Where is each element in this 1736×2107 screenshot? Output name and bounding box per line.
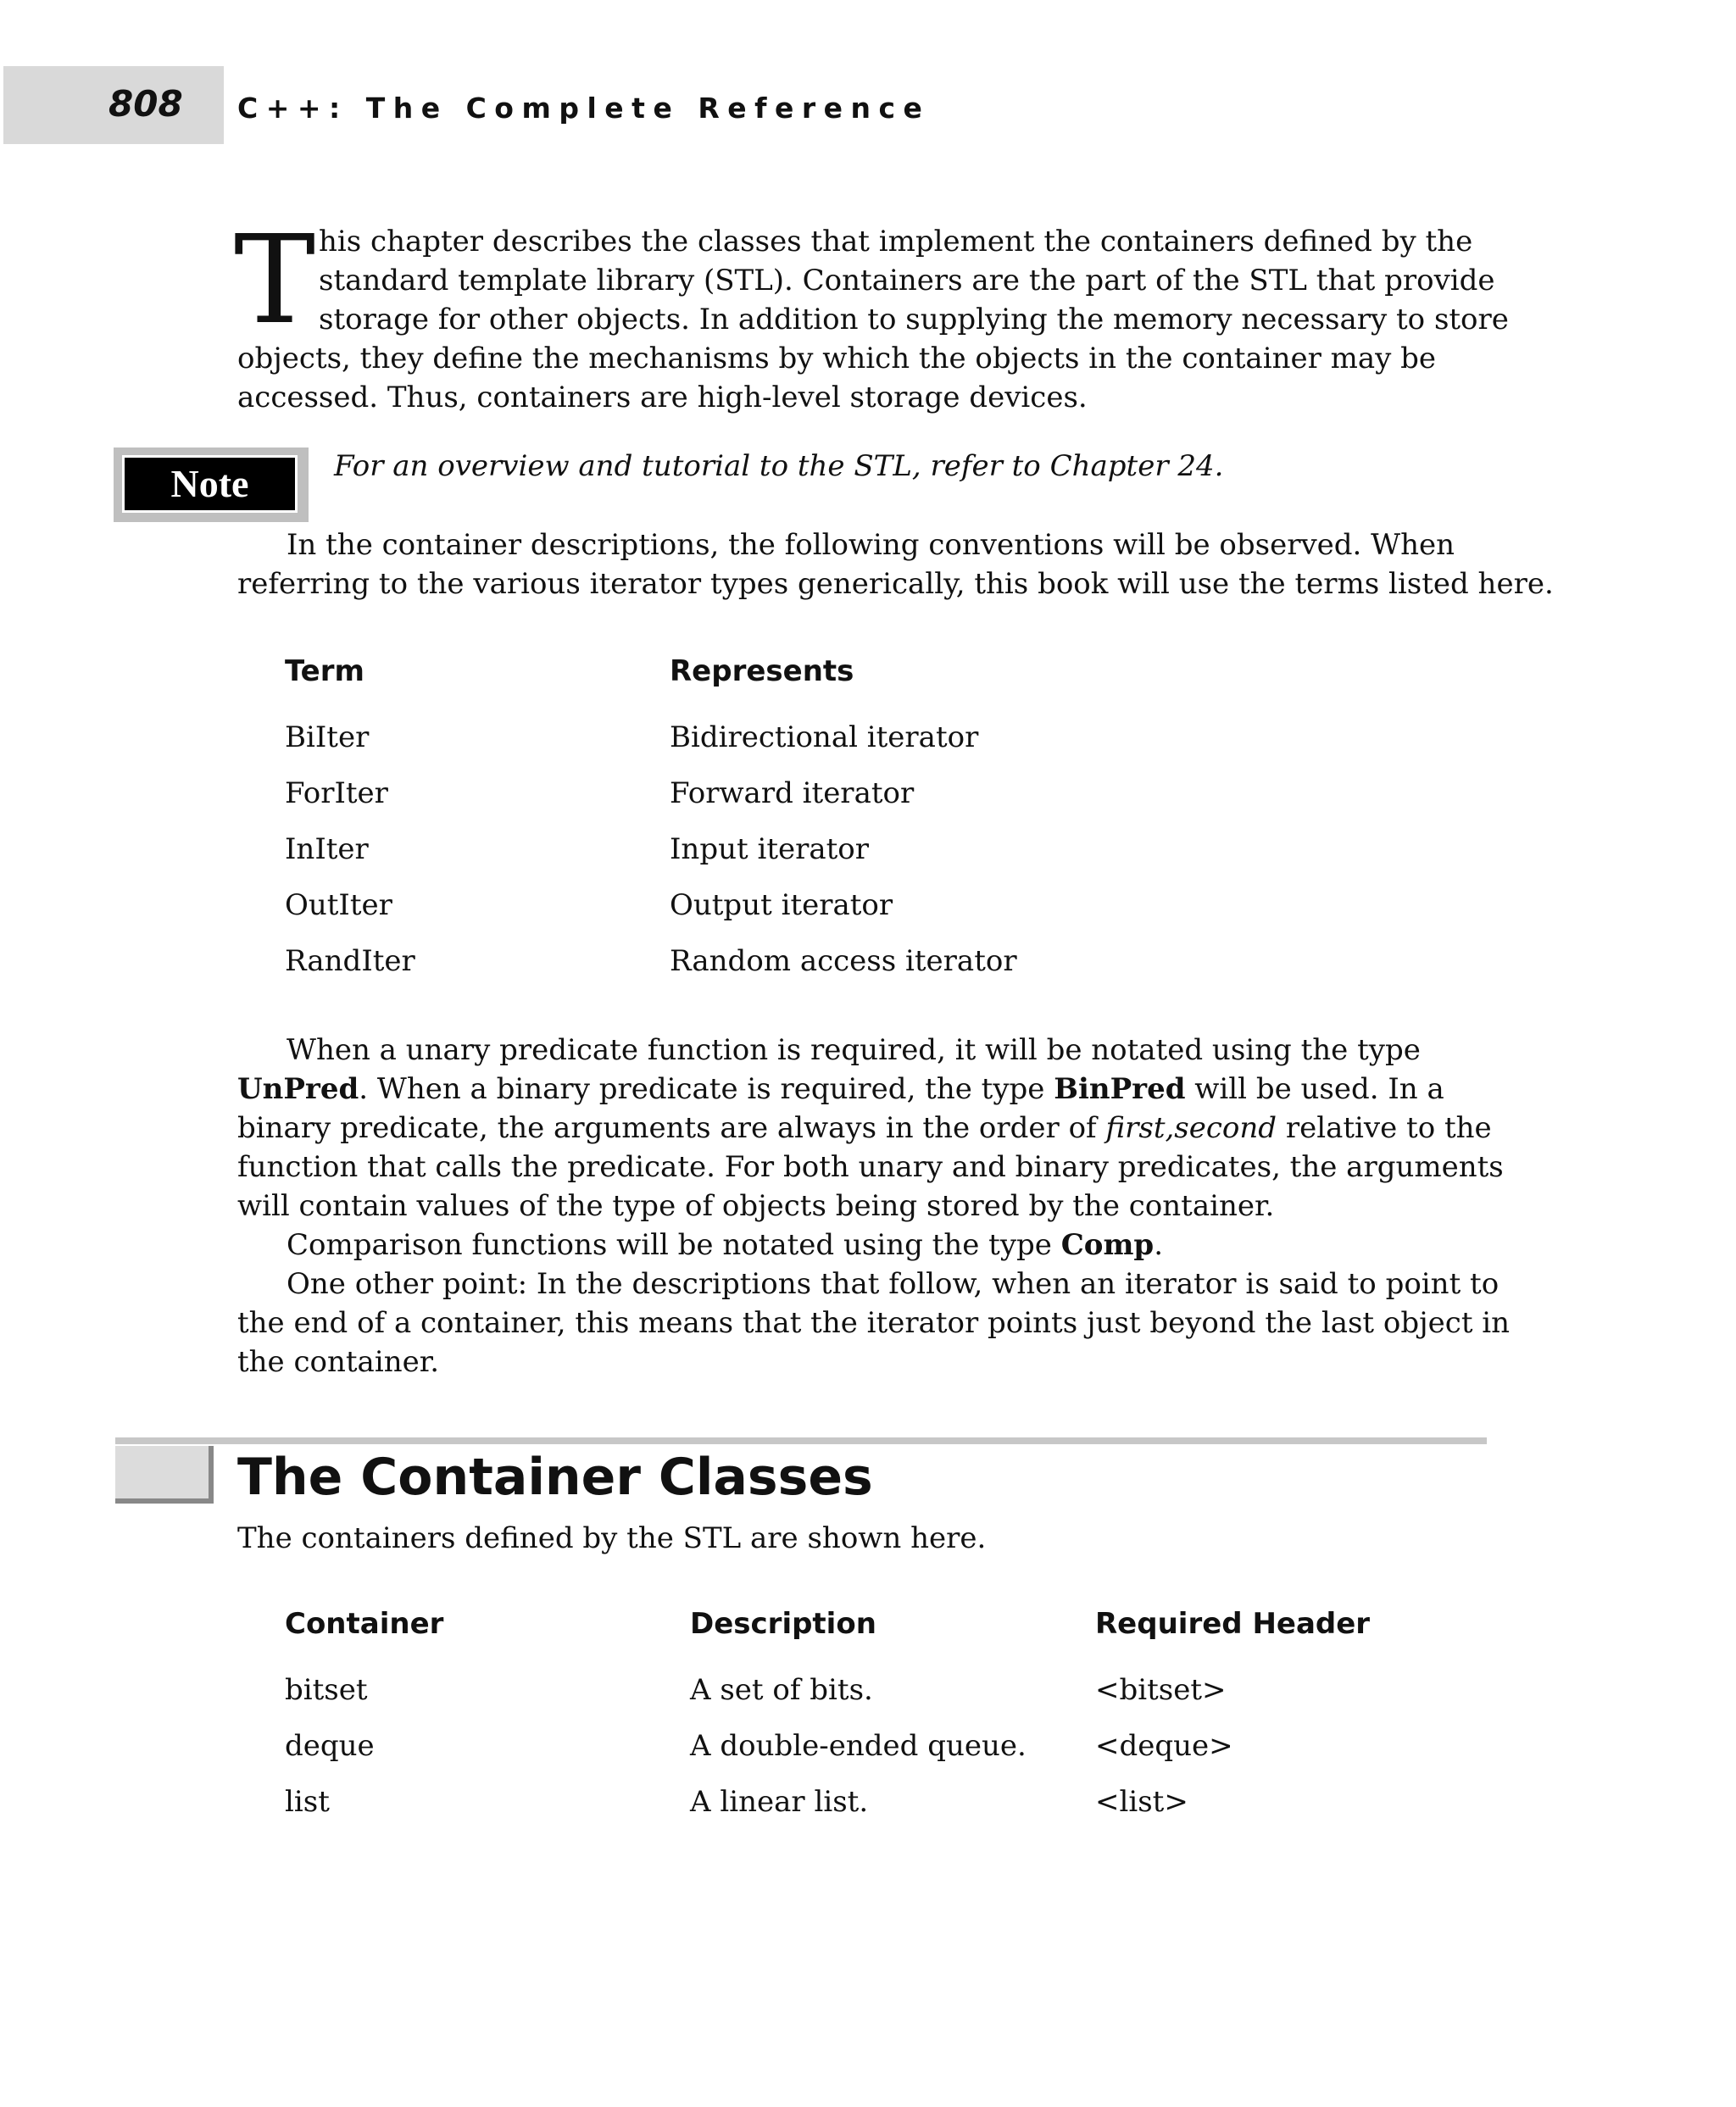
iterator-term: BiIter: [285, 720, 370, 754]
comp-term: Comp: [1060, 1228, 1155, 1262]
page-number: 808: [108, 83, 183, 125]
iterator-term: RandIter: [285, 944, 415, 978]
intro-line-1: his chapter describes the classes that implement the containers defined by the: [319, 225, 1473, 259]
container-name: bitset: [285, 1673, 368, 1707]
iterator-represents: Bidirectional iterator: [670, 720, 979, 754]
other-point-line-2: the end of a container, this means that the iterator points just beyond the last object in: [237, 1306, 1511, 1340]
container-header-file: <deque>: [1095, 1729, 1233, 1763]
conventions-line-2: referring to the various iterator types generically, this book will use the terms listed here.: [237, 567, 1554, 601]
intro-line-3: storage for other objects. In addition to supplying the memory necessary to store: [319, 303, 1509, 336]
section-heading: The Container Classes: [237, 1448, 873, 1507]
section-rule: [115, 1437, 1487, 1444]
iterator-header-represents: Represents: [670, 654, 854, 688]
container-description: A double-ended queue.: [690, 1729, 1027, 1763]
container-header-description: Description: [690, 1607, 876, 1641]
predicates-line-5: will contain values of the type of objects being stored by the container.: [237, 1189, 1275, 1223]
iterator-header-term: Term: [285, 654, 364, 688]
first-second-term: first,second: [1105, 1111, 1277, 1145]
container-header-file: <bitset>: [1095, 1673, 1227, 1707]
container-description: A set of bits.: [690, 1673, 873, 1707]
iterator-term: OutIter: [285, 888, 392, 922]
container-description: A linear list.: [690, 1785, 869, 1819]
container-name: list: [285, 1785, 330, 1819]
note-text: For an overview and tutorial to the STL, refer to Chapter 24.: [334, 449, 1224, 483]
iterator-represents: Input iterator: [670, 832, 870, 866]
predicates-line-2: UnPred. When a binary predicate is required, the type BinPred will be used. In a: [237, 1072, 1444, 1106]
conventions-line-1: In the container descriptions, the following conventions will be observed. When: [287, 528, 1455, 562]
intro-line-4: objects, they define the mechanisms by which the objects in the container may be: [237, 342, 1437, 375]
section-intro: The containers defined by the STL are shown here.: [237, 1521, 987, 1555]
other-point-line-3: the container.: [237, 1345, 440, 1379]
section-marker-box: [115, 1446, 214, 1504]
intro-line-5: accessed. Thus, containers are high-level storage devices.: [237, 381, 1088, 414]
comparison-line: Comparison functions will be notated using the type Comp.: [287, 1228, 1164, 1262]
note-label: Note: [170, 462, 249, 505]
running-title: C++: The Complete Reference: [237, 92, 931, 125]
container-header-file: <list>: [1095, 1785, 1188, 1819]
unpred-term: UnPred: [237, 1072, 359, 1106]
iterator-represents: Forward iterator: [670, 776, 915, 810]
container-header-required-header: Required Header: [1095, 1607, 1371, 1641]
iterator-term: InIter: [285, 832, 369, 866]
binpred-term: BinPred: [1054, 1072, 1186, 1106]
drop-cap: T: [234, 208, 316, 351]
other-point-line-1: One other point: In the descriptions that follow, when an iterator is said to point to: [287, 1267, 1500, 1301]
container-name: deque: [285, 1729, 375, 1763]
container-header-container: Container: [285, 1607, 444, 1641]
predicates-line-1: When a unary predicate function is required, it will be notated using the type: [287, 1033, 1421, 1067]
iterator-term: ForIter: [285, 776, 388, 810]
intro-line-2: standard template library (STL). Containers are the part of the STL that provide: [319, 264, 1495, 297]
predicates-line-3: binary predicate, the arguments are always in the order of first,second relative to the: [237, 1111, 1492, 1145]
iterator-represents: Output iterator: [670, 888, 893, 922]
predicates-line-4: function that calls the predicate. For both unary and binary predicates, the arguments: [237, 1150, 1504, 1184]
iterator-represents: Random access iterator: [670, 944, 1017, 978]
